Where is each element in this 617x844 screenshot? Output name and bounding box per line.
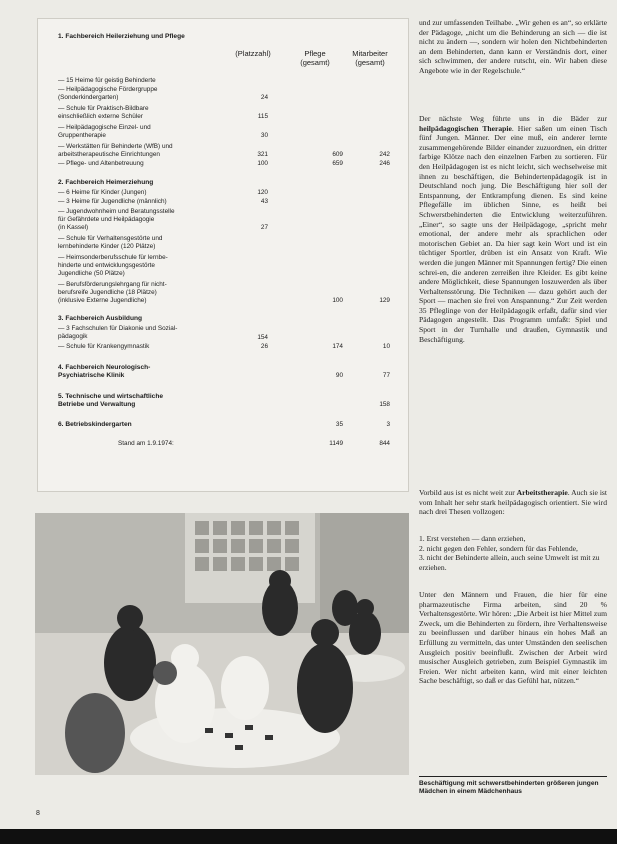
table-cell: 3 (386, 421, 390, 428)
table-cell: 100 (257, 160, 268, 167)
list-item: 3. nicht der Behinderte allein, auch seine Umwelt ist mit zu erziehen. (419, 553, 600, 572)
page-number: 8 (36, 810, 40, 817)
photo-illustration (35, 513, 409, 775)
paragraph: und zur umfassenden Teilhabe. „Wir gehen es an“, so erklärte der Pädagoge, „nicht um die Behinderung an sich — die ist nicht zu ändern —, sondern wir holen den Nichtbehinderten an dem Behinderten, dann kann er Verständnis dort, einer sich schwimmen, der andere rutscht, ein. Wir haben diese Angebote wie in der Regelschule.“ (419, 18, 607, 75)
statistics-table (37, 18, 409, 492)
table-cell: 246 (379, 160, 390, 167)
table-cell: 129 (379, 297, 390, 304)
section-heading: 2. Fachbereich Heimerziehung (58, 179, 154, 186)
section-heading: 5. Technische und wirtschaftliche Betriebe und Verwaltung (58, 393, 164, 408)
total-label: Stand am 1.9.1974: (118, 440, 174, 447)
table-row: — 3 Fachschulen für Diakonie und Sozial- pädagogik (58, 325, 178, 340)
total-cell: 844 (379, 440, 390, 447)
paragraph: Vorbild aus ist es nicht weit zur Arbeitstherapie. Auch sie ist vom Inhalt her sehr stark heilpädagogisch orientiert. Sie wird nach drei Thesen vollzogen: (419, 488, 607, 517)
table-row: — Schule für Krankengymnastik (58, 343, 150, 350)
table-cell: 27 (260, 224, 268, 231)
table-row: — Jugendwohnheim und Beratungsstelle für Gefährdete und Heilpädagogie (in Kassel) (58, 208, 175, 231)
table-row: — Heimsonderberufsschule für lernbe- hinderte und entwicklungsgestörte Jugendliche (50 Plätze) (58, 254, 168, 277)
table-row: — Berufsförderungslehrgang für nicht- berufsreife Jugendliche (18 Plätze) (inklusive Externe Jugendliche) (58, 281, 167, 304)
table-cell: 30 (260, 132, 268, 139)
column-header-care: Pflege (gesamt) (300, 49, 330, 67)
table-cell: 174 (332, 343, 343, 350)
table-row: — Schule für Praktisch-Bildbare einschließlich externe Schüler (58, 105, 149, 120)
table-cell: 90 (335, 372, 343, 379)
table-cell: 321 (257, 151, 268, 158)
photo-caption: Beschäftigung mit schwerstbehinderten größeren jungen Mädchen in einem Mädchenhaus (419, 776, 607, 797)
table-cell: 24 (260, 94, 268, 101)
table-cell: 154 (257, 334, 268, 341)
section-heading: 6. Betriebskindergarten (58, 421, 132, 428)
table-cell: 26 (260, 343, 268, 350)
table-cell: 158 (379, 401, 390, 408)
table-cell: 100 (332, 297, 343, 304)
column-header-staff: Mitarbeiter (gesamt) (352, 49, 388, 67)
paragraph: Unter den Männern und Frauen, die hier für eine pharmazeutische Firma arbeiten, sind 20 % Verhaltensgestörte. Wir hören: „Die Arbeit ist hier Mittel zum Zweck, um die Behinderten zu fördern, ihre Verhaltensweise zu beeinflussen und darüber hinaus ein hohes Maß an Erfüllung zu vermitteln, das unter Umständen den seelischen Ausgleich positiv beeinflußt. Zwischen der Arbeit wird musischer Ausgleich getrieben, zum Beispiel Gymnastik im Freien. Wer nicht arbeiten kann, wird mit einer leichten Sache beschäftigt, so daß er das Gefühl hat, nützen.“ (419, 590, 607, 686)
table-row: — 15 Heime für geistig Behinderte (58, 77, 156, 84)
table-cell: 77 (382, 372, 390, 379)
table-row: — Heilpädagogische Einzel- und Gruppentherapie (58, 124, 151, 139)
paragraph: Der nächste Weg führte uns in die Bäder zur heilpädagogischen Therapie. Hier saßen um einen Tisch fünf Jungen. Männer. Der eine muß, ein anderer lernte zusammengehörende Bilder einander zuzuordnen, ein dritter farbige Klötze nach den einzelnen Farben zu sortieren. Für den Heilpädagogen ist es nicht leicht, sich wechselweise mit ihnen zu beschäftigen, die Behindertenpädagogik ist in Deutschland noch jung. Die Beschäftigung hier soll der Entspannung, der Entkrampfung dienen. Es sind keine Pflegefälle im üblichen Sinne, es heißt bei Schwerstbehinderten die Entwicklung weiterzuführen. „Einer“, so sagte uns der Heilpädagoge, „spricht mehr emotional, der andere mehr als sprachlichen oder motorischen Gebiet an. Da hier sagt kein Wort und ist ein tüchtiger Sportler, drüben ist ein Ansatz von Kraft. Wie werden die jungen Männer mit Spannungen fertig? Die einen schrei-en, die anderen zerreißen ihre Kleider. Es gibt keine andere Möglichkeit, diese Spannungen loszuwerden als über Verhaltensstörung. Die Techniken — dazu gehört auch der Sport — machen sie frei von Anspannung.“ Zur Zeit werden 35 Pfleglinge von der Heilpädagogik erfaßt, dafür sind vier Pädagogen angestellt. Das Programm umfaßt: Spiel und Sport in der Turnhalle und draußen, Gymnastik und Beschäftigung. (419, 114, 607, 344)
table-row: — Heilpädagogische Fördergruppe (Sonderkindergarten) (58, 86, 158, 101)
section-heading: 1. Fachbereich Heilerziehung und Pflege (58, 33, 185, 40)
table-row: — 6 Heime für Kinder (Jungen) (58, 189, 147, 196)
table-row: — Schule für Verhaltensgestörte und lernbehinderte Kinder (120 Plätze) (58, 235, 163, 250)
table-row: — Werkstätten für Behinderte (WfB) und arbeitstherapeutische Einrichtungen (58, 143, 173, 158)
table-row: — Pflege- und Altenbetreuung (58, 160, 144, 167)
table-row: — 3 Heime für Jugendliche (männlich) (58, 198, 167, 205)
list-item: 2. nicht gegen den Fehler, sondern für das Fehlende, (419, 543, 578, 553)
table-cell: 242 (379, 151, 390, 158)
bottom-bar (0, 829, 617, 844)
table-cell: 115 (257, 113, 268, 120)
section-heading: 4. Fachbereich Neurologisch- Psychiatrische Klinik (58, 364, 151, 379)
thesis-list (419, 534, 607, 572)
table-cell: 35 (335, 421, 343, 428)
photograph (35, 513, 409, 775)
column-header-places: (Platzzahl) (235, 49, 271, 58)
list-item: 1. Erst verstehen — dann erziehen, (419, 534, 526, 543)
table-cell: 609 (332, 151, 343, 158)
total-cell: 1149 (329, 440, 343, 447)
table-cell: 659 (332, 160, 343, 167)
table-cell: 43 (260, 198, 268, 205)
table-cell: 10 (382, 343, 390, 350)
section-heading: 3. Fachbereich Ausbildung (58, 315, 143, 322)
table-cell: 120 (257, 189, 268, 196)
